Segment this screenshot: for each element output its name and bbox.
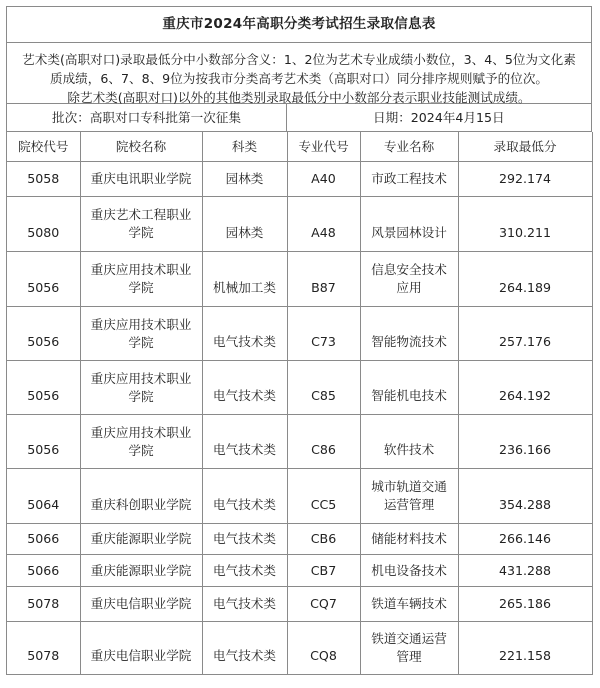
- cell-major-code: C86: [287, 415, 360, 469]
- cell-major-name: [360, 555, 458, 587]
- table-row: [7, 524, 592, 555]
- cell-major-name: [360, 469, 458, 524]
- cell-school-name: [80, 415, 202, 469]
- cell-min-score: 257.176: [458, 307, 592, 361]
- cell-major-name: [360, 415, 458, 469]
- table-row: [7, 555, 592, 587]
- cell-major-code: A40: [287, 162, 360, 197]
- table-row: [7, 361, 592, 415]
- cell-min-score: 221.158: [458, 622, 592, 675]
- cell-school-name-line: 学院: [128, 280, 154, 295]
- cell-school-name: [80, 307, 202, 361]
- cell-school-name: [80, 587, 202, 622]
- header-row: [7, 132, 592, 162]
- cell-school-name-line: 重庆艺术工程职业: [90, 207, 192, 222]
- cell-category: 园林类: [202, 162, 287, 197]
- cell-major-code: CQ8: [287, 622, 360, 675]
- cell-school-name: [80, 469, 202, 524]
- cell-school-name-line: 学院: [128, 388, 154, 404]
- cell-min-score: 264.189: [458, 252, 592, 307]
- date-label: 日期：2024年4月15日: [287, 104, 592, 132]
- cell-major-name: [360, 524, 458, 555]
- cell-major-name-line: 运营管理: [383, 497, 435, 512]
- cell-major-code: B87: [287, 252, 360, 307]
- cell-major-code: CB7: [287, 555, 360, 587]
- notes-block: [7, 43, 592, 104]
- cell-major-name-line: 智能物流技术: [371, 334, 447, 349]
- cell-major-name: [360, 307, 458, 361]
- cell-category: 电气技术类: [202, 555, 287, 587]
- cell-category: 电气技术类: [202, 415, 287, 469]
- col-header-category: 科类: [202, 132, 287, 162]
- cell-school-code: 5080: [7, 197, 80, 252]
- cell-major-name-line: 储能材料技术: [371, 531, 447, 546]
- cell-school-name: [80, 361, 202, 415]
- cell-min-score: 266.146: [458, 524, 592, 555]
- table-row: [7, 307, 592, 361]
- cell-school-name-line: 重庆能源职业学院: [90, 562, 192, 578]
- batch-row: [7, 104, 592, 132]
- cell-school-name: [80, 524, 202, 555]
- cell-school-code: 5056: [7, 415, 80, 469]
- cell-category: 电气技术类: [202, 622, 287, 675]
- cell-major-name: [360, 197, 458, 252]
- cell-school-name-line: 重庆电信职业学院: [90, 596, 192, 611]
- cell-school-name: [80, 162, 202, 197]
- admission-sheet: [6, 6, 592, 675]
- col-header-school: 院校名称: [80, 132, 202, 162]
- table-row: [7, 162, 592, 197]
- results-table: [7, 132, 593, 675]
- cell-school-code: 5078: [7, 622, 80, 675]
- cell-school-name: [80, 197, 202, 252]
- cell-min-score: 310.211: [458, 197, 592, 252]
- cell-school-name-line: 重庆能源职业学院: [90, 531, 192, 546]
- cell-major-name-line: 机电设备技术: [371, 562, 447, 578]
- cell-min-score: 354.288: [458, 469, 592, 524]
- cell-school-code: 5056: [7, 307, 80, 361]
- cell-major-name-line: 软件技术: [383, 442, 435, 457]
- cell-school-name-line: 重庆应用技术职业: [90, 316, 192, 332]
- cell-major-name-line: 应用: [396, 280, 422, 295]
- cell-major-name-line: 城市轨道交通: [371, 479, 447, 494]
- cell-min-score: 265.186: [458, 587, 592, 622]
- col-header-score: 录取最低分: [458, 132, 592, 162]
- cell-school-code: 5066: [7, 555, 80, 587]
- table-row: [7, 622, 592, 675]
- cell-category: 电气技术类: [202, 361, 287, 415]
- cell-min-score: 264.192: [458, 361, 592, 415]
- cell-school-name-line: 重庆应用技术职业: [90, 262, 192, 277]
- cell-major-name: [360, 622, 458, 675]
- cell-min-score: 292.174: [458, 162, 592, 197]
- cell-category: 电气技术类: [202, 469, 287, 524]
- table-row: [7, 197, 592, 252]
- cell-school-code: 5056: [7, 252, 80, 307]
- cell-school-name-line: 学院: [128, 225, 154, 240]
- cell-major-name: [360, 361, 458, 415]
- cell-category: 园林类: [202, 197, 287, 252]
- cell-major-code: C73: [287, 307, 360, 361]
- col-header-major: 专业名称: [360, 132, 458, 162]
- cell-category: 机械加工类: [202, 252, 287, 307]
- table-row: [7, 469, 592, 524]
- batch-label: 批次：高职对口专科批第一次征集: [7, 104, 287, 132]
- cell-major-code: CQ7: [287, 587, 360, 622]
- note-line: 艺术类(高职对口)录取最低分中小数部分含义：1、2位为艺术专业成绩小数位，3、4、5位为文化素: [22, 52, 576, 67]
- cell-major-name-line: 信息安全技术: [371, 262, 447, 277]
- cell-category: 电气技术类: [202, 587, 287, 622]
- cell-major-code: CB6: [287, 524, 360, 555]
- cell-major-code: CC5: [287, 469, 360, 524]
- cell-major-name: [360, 162, 458, 197]
- cell-major-name-line: 风景园林设计: [371, 225, 447, 240]
- cell-school-name-line: 重庆电信职业学院: [90, 648, 192, 663]
- cell-major-name: [360, 587, 458, 622]
- note-line: 质成绩，6、7、8、9位为按我市分类高考艺术类（高职对口）同分排序规则赋予的位次。: [49, 71, 549, 86]
- cell-school-code: 5064: [7, 469, 80, 524]
- cell-school-name-line: 重庆电讯职业学院: [90, 171, 192, 186]
- cell-min-score: 236.166: [458, 415, 592, 469]
- cell-school-name-line: 重庆科创职业学院: [90, 497, 192, 512]
- cell-category: 电气技术类: [202, 524, 287, 555]
- cell-school-name-line: 重庆应用技术职业: [90, 370, 192, 386]
- col-header-code: 院校代号: [7, 132, 80, 162]
- cell-min-score: 431.288: [458, 555, 592, 587]
- cell-school-code: 5066: [7, 524, 80, 555]
- cell-school-name-line: 学院: [128, 334, 154, 350]
- cell-school-code: 5058: [7, 162, 80, 197]
- cell-school-name-line: 学院: [128, 442, 154, 458]
- col-header-major-code: 专业代号: [287, 132, 360, 162]
- cell-school-name: [80, 555, 202, 587]
- sheet-title: 重庆市2024年高职分类考试招生录取信息表: [7, 7, 592, 43]
- cell-school-name: [80, 622, 202, 675]
- cell-major-name-line: 铁道交通运营: [371, 631, 447, 646]
- cell-school-name: [80, 252, 202, 307]
- table-row: [7, 587, 592, 622]
- cell-school-name-line: 重庆应用技术职业: [90, 424, 192, 440]
- table-row: [7, 252, 592, 307]
- cell-major-name-line: 市政工程技术: [371, 171, 447, 186]
- cell-category: 电气技术类: [202, 307, 287, 361]
- cell-major-name-line: 智能机电技术: [371, 388, 447, 403]
- table-row: [7, 415, 592, 469]
- note-line: 除艺术类(高职对口)以外的其他类别录取最低分中小数部分表示职业技能测试成绩。: [67, 90, 531, 105]
- cell-major-name: [360, 252, 458, 307]
- cell-major-code: A48: [287, 197, 360, 252]
- cell-major-name-line: 铁道车辆技术: [371, 596, 447, 611]
- cell-school-code: 5078: [7, 587, 80, 622]
- cell-major-code: C85: [287, 361, 360, 415]
- cell-major-name-line: 管理: [396, 649, 422, 664]
- cell-school-code: 5056: [7, 361, 80, 415]
